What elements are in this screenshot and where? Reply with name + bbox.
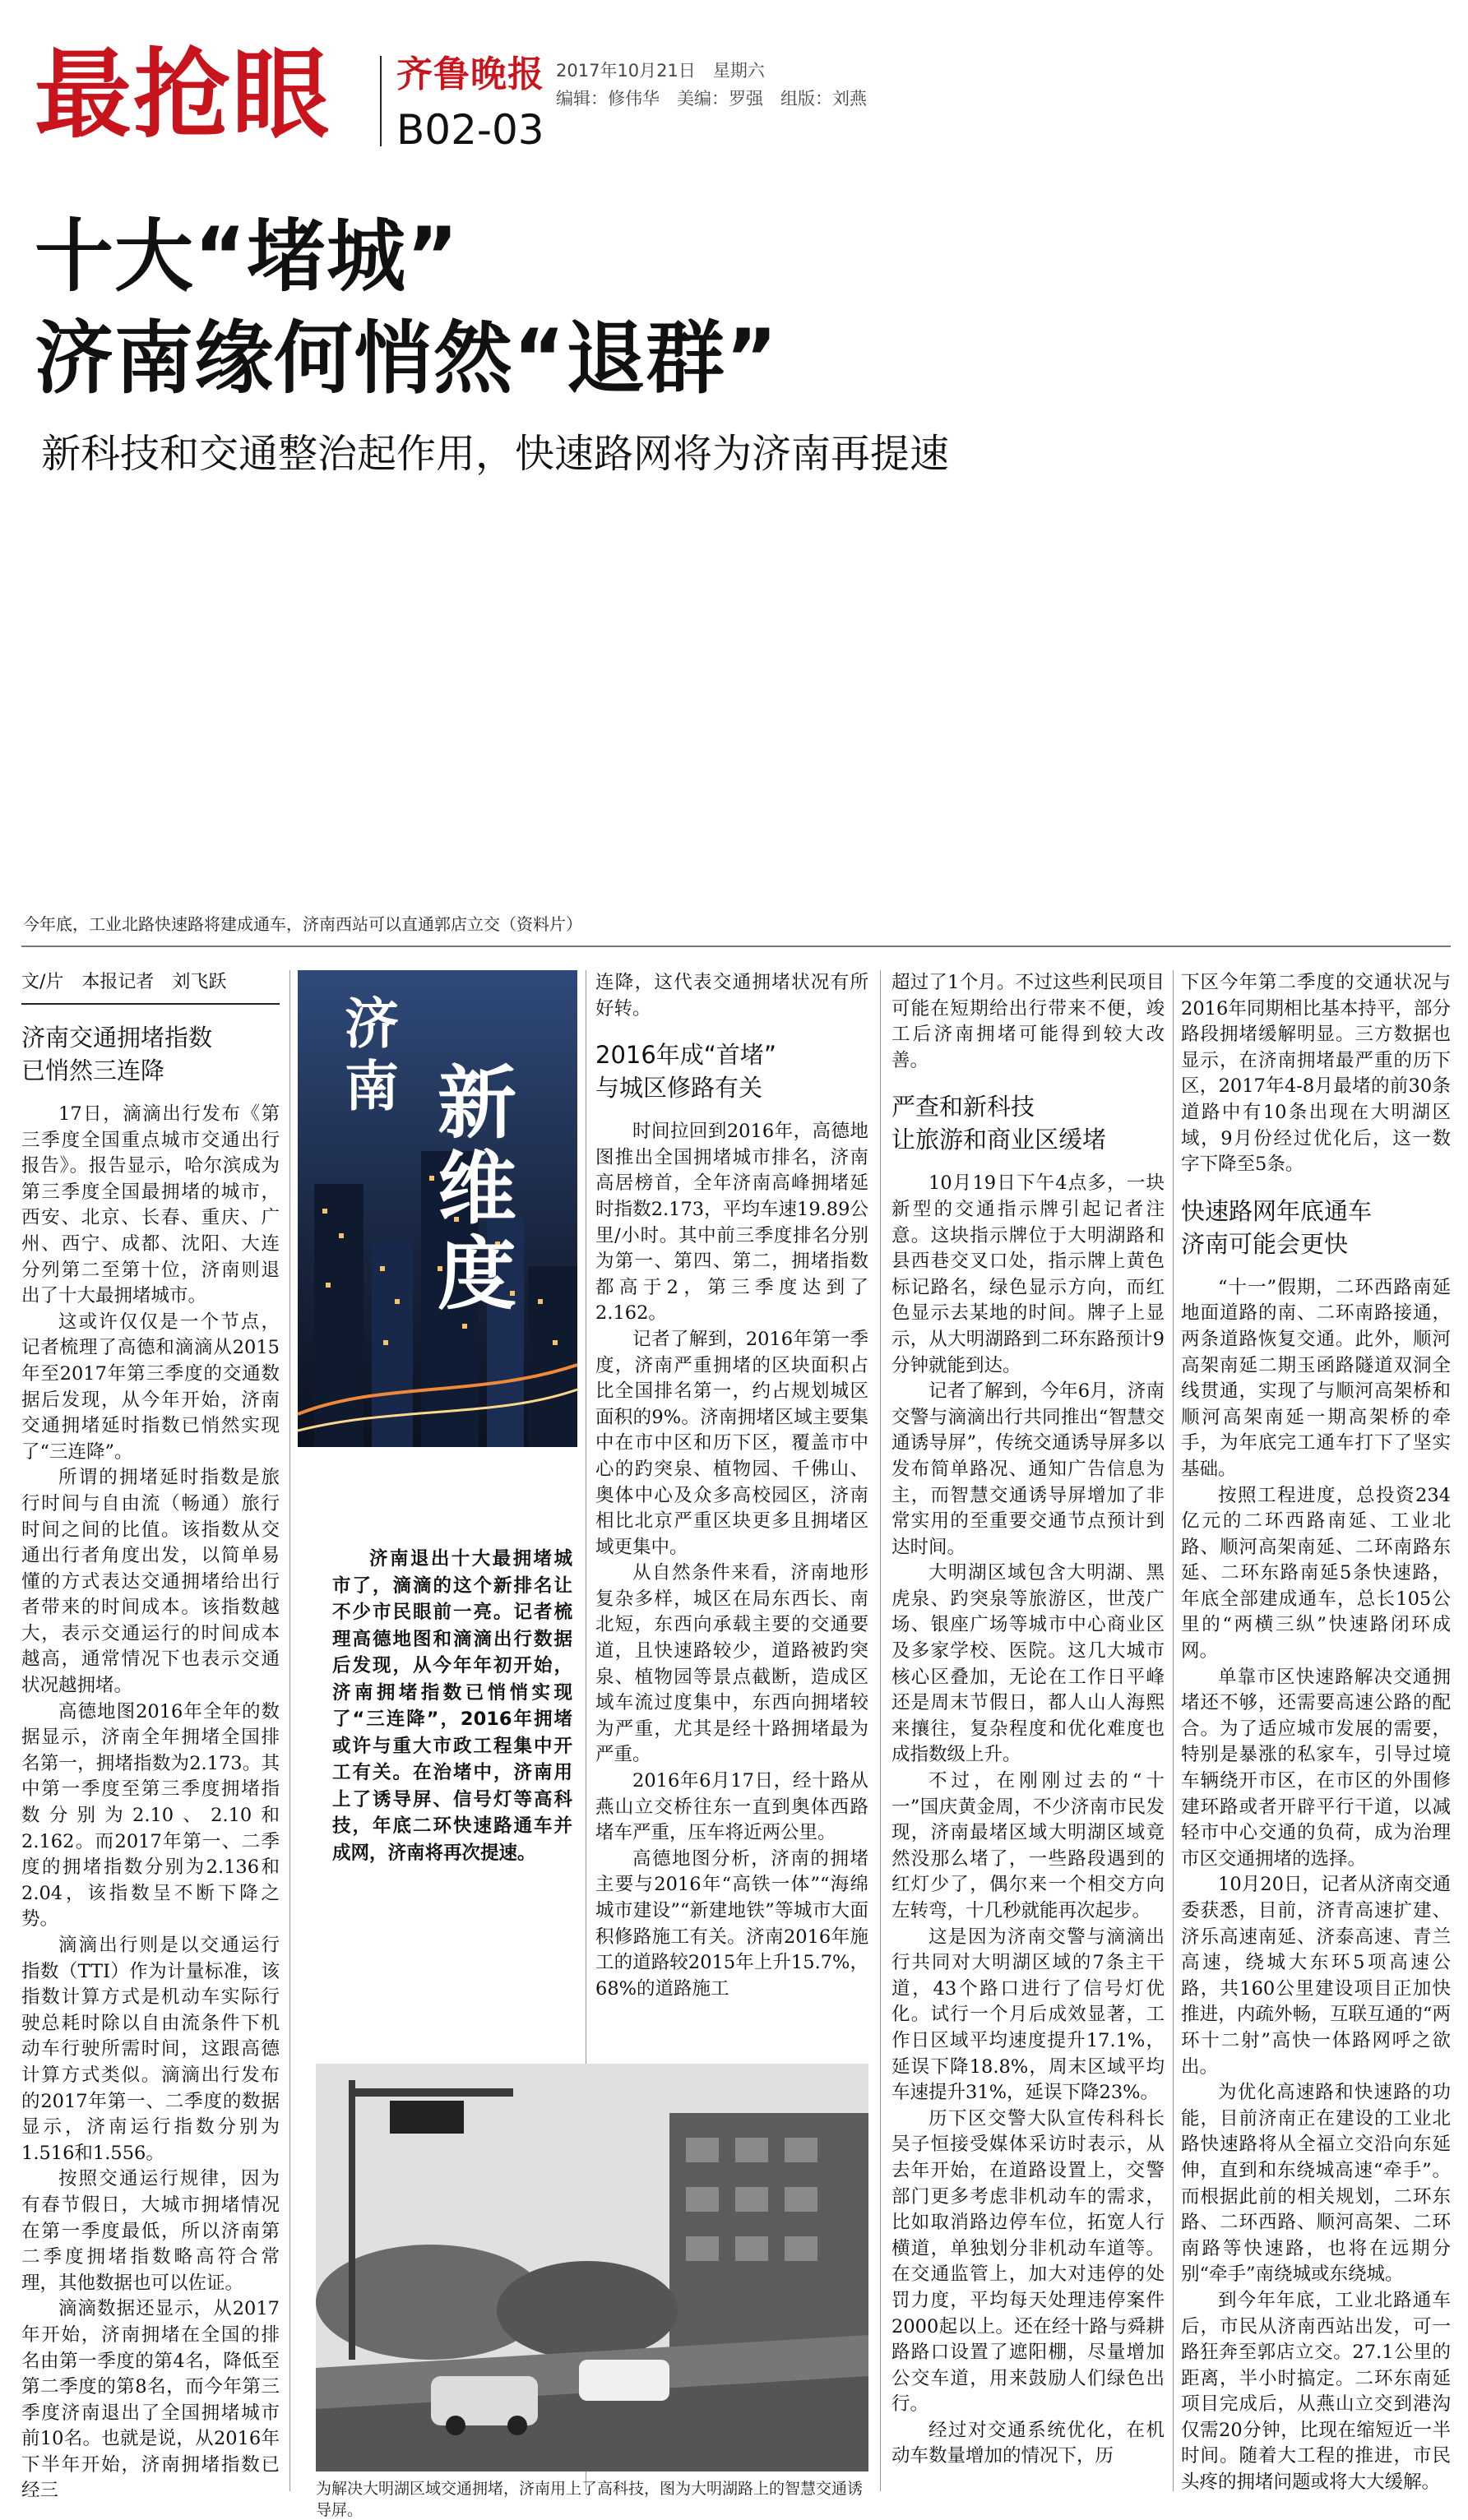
paragraph: 单靠市区快速路解决交通拥堵还不够，还需要高速公路的配合。为了适应城市发展的需要，特别是暴涨的私家车，引导过境车辆绕开市区，在市区的外围修建环路或者开辟平行干道，以减轻市中心交通的负荷，成为治理市区交通拥堵的选择。 [1181, 1666, 1451, 1870]
article-column-4 [891, 970, 1165, 2508]
column-divider [880, 970, 881, 2491]
section-heading-2 [595, 1038, 868, 1104]
section-heading-line: 让旅游和商业区缓堵 [891, 1126, 1107, 1154]
paragraph: 按照工程进度，总投资234亿元的二环西路南延、工业北路、顺河高架南延、二环南路东延、二环东路南延5条快速路，年底全部建成通车，总长105公里的“两横三纵”快速路闭环成网。 [1181, 1484, 1451, 1662]
street-photo [316, 2064, 868, 2471]
hero-caption: 今年底，工业北路快速路将建成通车，济南西站可以直通郭店立交（资料片） [23, 914, 582, 934]
section-heading-line: 济南可能会更快 [1181, 1229, 1349, 1258]
paragraph: 历下区交警大队宣传科科长吴子恒接受媒体采访时表示，从去年开始，在道路设置上，交警部门更多考虑非机动车的需求，比如取消路边停车位，拓宽人行横道，单独划分非机动车道等。在交通监管上，加大对违停的处罚力度，平均每天处理违停案件2000起以上。还在经十路与舜耕路路口设置了遮阳棚，尽量增加公交车道，用来鼓励人们绿色出行。 [891, 2107, 1165, 2416]
paragraph: 10月20日，记者从济南交通委获悉，目前，济青高速扩建、济乐高速南延、济泰高速、青兰高速，绕城大东环5项高速公路，共160公里建设项目正加快推进，内疏外畅，互联互通的“两环十二射”高快一体路网呼之欲出。 [1181, 1874, 1451, 2078]
street-photo-caption: 为解决大明湖区域交通拥堵，济南用上了高科技，图为大明湖路上的智慧交通诱导屏。 [316, 2480, 864, 2519]
paragraph-continued: 连降，这代表交通拥堵状况有所好转。 [595, 972, 868, 1020]
section-heading-line: 济南交通拥堵指数 [21, 1024, 213, 1052]
byline: 文/片 本报记者 刘飞跃 [21, 970, 280, 1005]
paragraph: 这是因为济南交警与滴滴出行共同对大明湖区域的7条主干道，43个路口进行了信号灯优化。试行一个月后成效显著，工作日区域平均速度提升17.1%，延误下降18.8%，周末区域平均车速提升31%，延误下降23%。 [891, 1926, 1165, 2104]
issue-date: 2017年10月21日 星期六 [556, 61, 765, 81]
paragraph: 滴滴数据还显示，从2017年开始，济南拥堵在全国的排名由第一季度的第4名，降低至第二季度的第8名，而今年第三季度济南退出了全国拥堵城市前10名。也就是说，从2016年下半年开始，济南拥堵指数已经三 [21, 2298, 280, 2502]
section-divider [21, 946, 1451, 947]
paragraph: 10月19日下午4点多，一块新型的交通指示牌引起记者注意。这块指示牌位于大明湖路和县西巷交叉口处，指示牌上黄色标记路名，绿色显示方向，而红色显示去某地的时间。牌子上显示，从大明湖路到二环东路预计9分钟就能到达。 [891, 1172, 1165, 1376]
paragraph: 所谓的拥堵延时指数是旅行时间与自由流（畅通）旅行时间之间的比值。该指数从交通出行者角度出发，以简单易懂的方式表达交通拥堵给出行者带来的时间成本。该指数越大，表示交通运行的时间成本越高，通常情况下也表示交通状况越拥堵。 [21, 1467, 280, 1697]
paragraph: 大明湖区域包含大明湖、黑虎泉、趵突泉等旅游区，世茂广场、银座广场等城市中心商业区及多家学校、医院。这几大城市核心区叠加，无论在工作日平峰还是周末节假日，都人山人海熙来攘往，复杂程度和优化难度也成指数级上升。 [891, 1562, 1165, 1766]
headline-line-2: 济南缘何悄然“退群” [35, 312, 779, 405]
section-heading-4 [1181, 1195, 1451, 1260]
paragraph: 从自然条件来看，济南地形复杂多样，城区在局东西长、南北短，东西向承载主要的交通要道，且快速路较少，道路被趵突泉、植物园等景点截断，造成区域车流过度集中，东西向拥堵较为严重，尤其是经十路拥堵最为严重。 [595, 1562, 868, 1766]
section-heading-line: 2016年成“首堵” [595, 1041, 776, 1070]
section-heading-3 [891, 1090, 1165, 1156]
headline-line-1: 十大“堵城” [35, 210, 460, 303]
column-divider [289, 970, 290, 2491]
column-divider [1173, 970, 1174, 2491]
feature-title-small: 济南 [345, 992, 399, 1118]
paragraph: “十一”假期，二环西路南延地面道路的南、二环南路接通，两条道路恢复交通。此外，顺河高架南延二期玉函路隧道双洞全线贯通，实现了与顺河高架桥和顺河高架南延一期高架桥的牵手，为年底完工通车打下了坚实基础。 [1181, 1276, 1451, 1480]
feature-summary: 济南退出十大最拥堵城市了，滴滴的这个新排名让不少市民眼前一亮。记者梳理高德地图和滴滴出行数据后发现，从今年年初开始，济南拥堵指数已悄悄实现了“三连降”，2016年拥堵或许与重大市政工程集中开工有关。在治堵中，济南用上了诱导屏、信号灯等高科技，年底二环快速路通车并成网，济南将再次提速。 [332, 1548, 572, 1864]
headline [35, 206, 778, 409]
hero-photo [21, 345, 1451, 896]
paragraph: 17日，滴滴出行发布《第三季度全国重点城市交通出行报告》。报告显示，哈尔滨成为第三季度全国最拥堵的城市，西安、北京、长春、重庆、广州、西宁、成都、沈阳、大连分列第二至第十位，济南则退出了十大最拥堵城市。 [21, 1103, 280, 1307]
masthead-divider [380, 56, 382, 146]
page-code: B02-03 [396, 106, 544, 154]
masthead [30, 25, 1444, 164]
paragraph: 滴滴出行则是以交通运行指数（TTI）作为计量标准，该指数计算方式是机动车实际行驶总耗时除以自由流条件下机动车行驶所需时间，这跟高德计算方式类似。滴滴出行发布的2017年第一、二季度的数据显示，济南运行指数分别为1.516和1.556。 [21, 1935, 280, 2164]
paper-logo: 齐鲁晚报 [396, 53, 544, 95]
section-heading-line: 严查和新科技 [891, 1093, 1035, 1121]
paragraph: 记者了解到，今年6月，济南交警与滴滴出行共同推出“智慧交通诱导屏”，传统交通诱导屏多以发布简单路况、通知广告信息为主，而智慧交通诱导屏增加了非常实用的至重要交通节点预计到达时间。 [891, 1380, 1165, 1558]
article-column-3 [595, 970, 868, 2023]
subheadline: 新科技和交通整治起作用，快速路网将为济南再提速 [41, 431, 950, 477]
paragraph: 到今年年底，工业北路通车后，市民从济南西站出发，可一路狂奔至郭店立交。27.1公里的距离，半小时搞定。二环东南延项目完成后，从燕山立交到港沟仅需20分钟，比现在缩短近一半时间。随着大工程的推进，市民头疼的拥堵问题或将大大缓解。 [1181, 2289, 1451, 2494]
article-column-5 [1181, 970, 1451, 2508]
section-heading-1 [21, 1021, 280, 1087]
editor-credits: 编辑：修伟华 美编：罗强 组版：刘燕 [556, 89, 867, 109]
feature-title-large: 新维度 [438, 1057, 516, 1320]
paragraph: 高德地图2016年全年的数据显示，济南全年拥堵全国排名第一，拥堵指数为2.173。其中第一季度至第三季度拥堵指数分别为2.10、2.10和2.162。而2017年第一、二季度的拥堵指数分别为2.136和2.04，该指数呈不断下降之势。 [21, 1700, 280, 1930]
paragraph: 时间拉回到2016年，高德地图推出全国拥堵城市排名，济南高居榜首，全年济南高峰拥堵延时指数2.173，平均车速19.89公里/小时。其中前三季度排名分别为第一、第四、第二，拥堵指数都高于2，第三季度达到了2.162。 [595, 1121, 868, 1325]
paragraph: 为优化高速路和快速路的功能，目前济南正在建设的工业北路快速路将从全福立交沿向东延伸，直到和东绕城高速“牵手”。而根据此前的相关规划，二环东路、二环西路、顺河高架、二环南路等快速路，也将在远期分别“牵手”南绕城或东绕城。 [1181, 2082, 1451, 2286]
paragraph-continued: 超过了1个月。不过这些利民项目可能在短期给出行带来不便，竣工后济南拥堵可能得到较大改善。 [891, 972, 1165, 1071]
section-heading-line: 与城区修路有关 [595, 1074, 763, 1103]
paragraph: 这或许仅仅是一个节点，记者梳理了高德和滴滴从2015年至2017年第三季度的交通数据后发现，从今年开始，济南交通拥堵延时指数已悄然实现了“三连降”。 [21, 1311, 280, 1463]
paragraph-continued: 下区今年第二季度的交通状况与2016年同期相比基本持平，部分路段拥堵缓解明显。三方数据也显示，在济南拥堵最严重的历下区，2017年4-8月最堵的前30条道路中有10条出现在大明湖区域，9月份经过优化后，这一数字下降至5条。 [1181, 972, 1451, 1176]
paragraph: 按照交通运行规律，因为有春节假日，大城市拥堵情况在第一季度最低，所以济南第二季度拥堵指数略高符合常理，其他数据也可以佐证。 [21, 2168, 280, 2294]
section-heading-line: 已悄然三连降 [21, 1057, 165, 1084]
section-heading-line: 快速路网年底通车 [1181, 1196, 1373, 1225]
paragraph: 经过对交通系统优化，在机动车数量增加的情况下，历 [891, 2419, 1165, 2467]
paragraph: 高德地图分析，济南的拥堵主要与2016年“高铁一体”“海绵城市建设”“新建地铁”等城市大面积修路施工有关。济南2016年施工的道路较2015年上升15.7%，68%的道路施工 [595, 1847, 868, 2000]
paragraph: 记者了解到，2016年第一季度，济南严重拥堵的区块面积占比全国排名第一，约占规划城区面积的9%。济南拥堵区域主要集中在市中区和历下区，覆盖市中心的趵突泉、植物园、千佛山、奥体中心及众多高校园区，济南相比北京严重区块更多且拥堵区域更集中。 [595, 1328, 868, 1558]
section-title: 最抢眼 [35, 38, 331, 151]
paragraph: 不过，在刚刚过去的“十一”国庆黄金周，不少济南市民发现，济南最堵区域大明湖区域竟然没那么堵了，一些路段遇到的红灯少了，偶尔来一个相交方向左转弯，十几秒就能再次起步。 [891, 1770, 1165, 1921]
paragraph: 2016年6月17日，经十路从燕山立交桥往东一直到奥体西路堵车严重，压车将近两公里。 [595, 1770, 868, 1844]
article-column-1 [21, 970, 280, 2508]
